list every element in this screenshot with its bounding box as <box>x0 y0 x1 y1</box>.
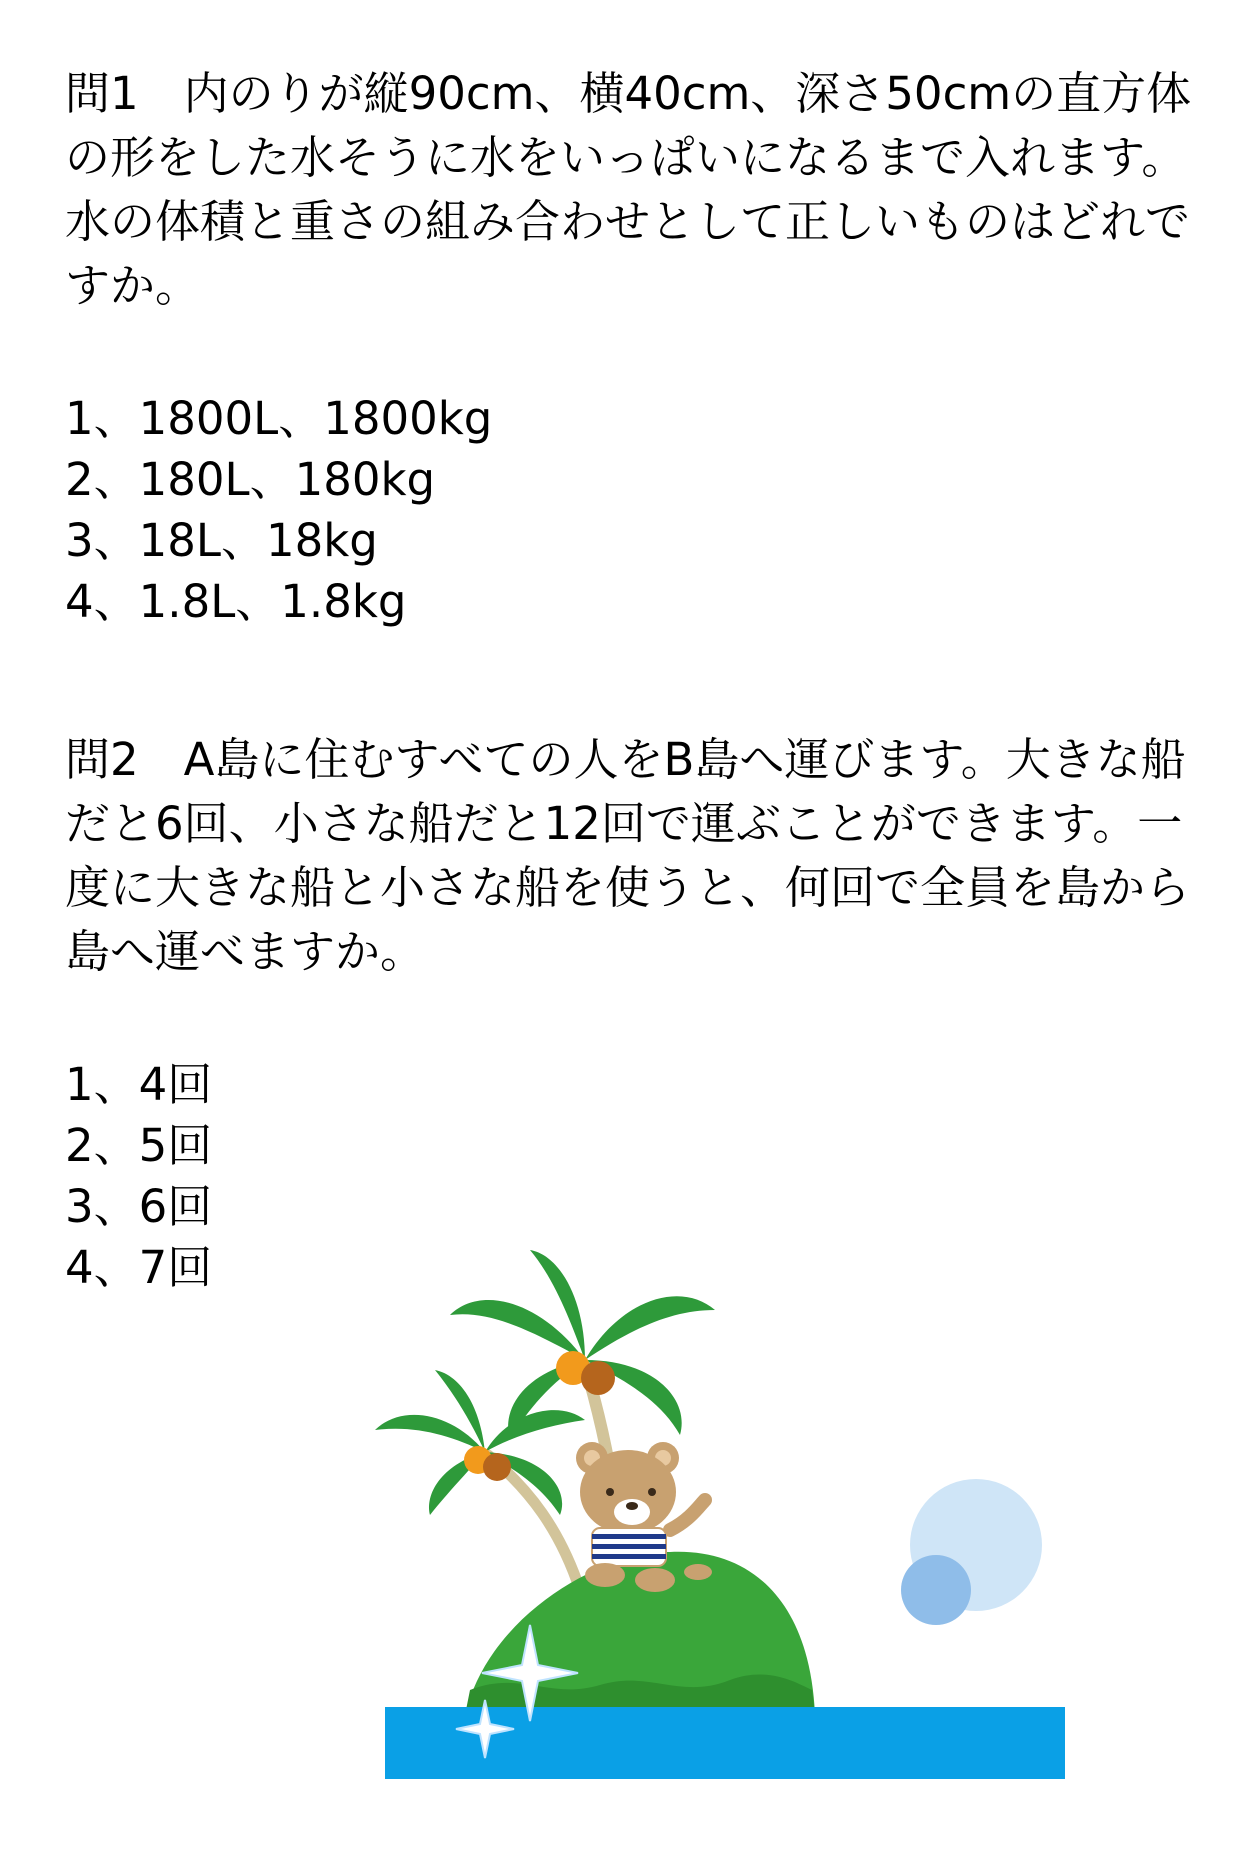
question-2-text: 問2 A島に住むすべての人をB島へ運びます。大きな船だと6回、小さな船だと12回で運ぶことができます。一度に大きな船と小さな船を使うと、何回で全員を島から島へ運べますか。 <box>65 733 1191 978</box>
question-2 <box>65 728 1205 1298</box>
question-1 <box>65 62 1205 632</box>
choice-item: 4、7回 <box>65 1241 213 1294</box>
palm-tree-icon <box>375 1370 585 1590</box>
choice-item: 1、1800L、1800kg <box>65 392 493 445</box>
island-scene <box>370 1230 1090 1790</box>
island-illustration <box>370 1230 1090 1790</box>
choice-item: 1、4回 <box>65 1058 213 1111</box>
choice-item: 4、1.8L、1.8kg <box>65 575 407 628</box>
bubble-icon <box>901 1479 1042 1625</box>
question-1-text: 問1 内のりが縦90cm、横40cm、深さ50cmの直方体の形をした水そうに水をいっぱいになるまで入れます。水の体積と重さの組み合わせとして正しいものはどれですか。 <box>65 67 1192 312</box>
question-1-choices <box>65 388 1205 632</box>
choice-item: 3、6回 <box>65 1180 213 1233</box>
choice-item: 3、18L、18kg <box>65 514 378 567</box>
choice-item: 2、5回 <box>65 1119 213 1172</box>
choice-item: 2、180L、180kg <box>65 453 436 506</box>
